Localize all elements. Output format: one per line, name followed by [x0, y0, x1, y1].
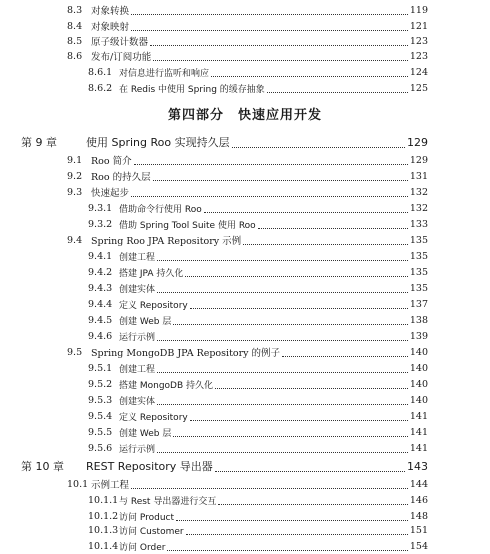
dot-leader [218, 503, 408, 505]
entry-title: 在 Redis 中使用 Spring 的缓存抽象 [119, 84, 265, 95]
dot-leader [211, 75, 408, 77]
toc-entry[interactable] [0, 248, 490, 264]
entry-title: 借助命令行使用 Roo [119, 204, 202, 215]
toc-entry[interactable] [0, 424, 490, 440]
dot-leader [150, 44, 408, 46]
entry-number: 8.5 [67, 35, 83, 47]
entry-title: 创建工程 [119, 252, 156, 263]
dot-leader [215, 387, 408, 389]
entry-page: 141 [409, 410, 428, 422]
toc-entry[interactable] [0, 2, 490, 18]
toc-entry[interactable] [0, 216, 490, 232]
dot-leader [157, 259, 408, 261]
toc-entry[interactable] [0, 376, 490, 392]
entry-number: 9.4 [67, 234, 83, 246]
entry-page: 124 [409, 66, 428, 78]
entry-page: 140 [409, 362, 428, 374]
entry-number: 9.5 [67, 346, 83, 358]
entry-title: 对象转换 [91, 6, 130, 17]
entry-number: 9.3.2 [88, 218, 113, 230]
toc-entry[interactable] [0, 312, 490, 328]
toc-entry[interactable] [0, 280, 490, 296]
entry-title: 创建 Web 层 [119, 316, 172, 327]
entry-title: 访问 Order [119, 542, 166, 553]
entry-title: 定义 Repository [119, 300, 188, 311]
entry-page: 140 [409, 346, 428, 358]
entry-number: 10.1.3 [88, 524, 119, 536]
entry-title: Spring MongoDB JPA Repository 的例子 [91, 348, 281, 359]
entry-title: Roo 的持久层 [91, 172, 151, 183]
entry-page: 129 [409, 154, 428, 166]
entry-page: 123 [409, 50, 428, 62]
dot-leader [258, 227, 408, 229]
entry-title: 创建实体 [119, 284, 156, 295]
toc-entry[interactable] [0, 152, 490, 168]
entry-page: 132 [409, 186, 428, 198]
dot-leader [204, 211, 408, 213]
entry-number: 9.4.2 [88, 266, 113, 278]
toc-entry[interactable] [0, 392, 490, 408]
entry-page: 131 [409, 170, 428, 182]
toc-entry[interactable] [0, 360, 490, 376]
entry-number: 10.1 [67, 478, 89, 490]
entry-number: 10.1.1 [88, 494, 119, 506]
entry-title: 访问 Product [119, 512, 175, 523]
entry-title: 对象映射 [91, 22, 130, 33]
entry-page: 138 [409, 314, 428, 326]
entry-number: 8.4 [67, 20, 83, 32]
entry-title: 发布/订阅功能 [91, 52, 152, 63]
entry-page: 141 [409, 442, 428, 454]
dot-leader [243, 243, 408, 245]
entry-page: 141 [409, 426, 428, 438]
entry-title: 访问 Customer [119, 526, 184, 537]
toc-entry[interactable] [0, 458, 490, 474]
entry-page: 133 [409, 218, 428, 230]
entry-page: 135 [409, 250, 428, 262]
dot-leader [157, 339, 408, 341]
entry-number: 9.5.5 [88, 426, 113, 438]
dot-leader [215, 470, 405, 472]
toc-entry[interactable] [0, 232, 490, 248]
dot-leader [157, 451, 408, 453]
entry-page: 135 [409, 266, 428, 278]
entry-title: 创建 Web 层 [119, 428, 172, 439]
entry-title: Roo 简介 [91, 156, 132, 167]
entry-title: 创建实体 [119, 396, 156, 407]
part-title: 第四部分 快速应用开发 [167, 108, 322, 123]
toc-entry[interactable] [0, 33, 490, 49]
entry-page: 143 [407, 459, 428, 473]
toc-entry[interactable] [0, 264, 490, 280]
entry-title: REST Repository 导出器 [86, 460, 213, 473]
toc-entry[interactable] [0, 328, 490, 344]
toc-entry[interactable] [0, 538, 490, 554]
entry-number: 9.4.6 [88, 330, 113, 342]
dot-leader [232, 146, 405, 148]
entry-title: 运行示例 [119, 332, 156, 343]
entry-number: 9.1 [67, 154, 83, 166]
dot-leader [131, 487, 408, 489]
entry-page: 154 [409, 540, 428, 552]
dot-leader [153, 179, 408, 181]
entry-page: 135 [409, 234, 428, 246]
entry-number: 8.6.1 [88, 66, 113, 78]
entry-number: 9.5.1 [88, 362, 113, 374]
entry-page: 140 [409, 378, 428, 390]
entry-number: 10.1.2 [88, 510, 119, 522]
entry-number: 8.6.2 [88, 82, 113, 94]
dot-leader [176, 519, 408, 521]
entry-number: 10.1.4 [88, 540, 119, 552]
entry-page: 144 [409, 478, 428, 490]
toc-entry[interactable] [0, 134, 490, 150]
toc-entry[interactable] [0, 492, 490, 508]
toc-entry[interactable] [0, 80, 490, 96]
dot-leader [131, 29, 408, 31]
entry-title: 借助 Spring Tool Suite 使用 Roo [119, 220, 256, 231]
dot-leader [173, 323, 408, 325]
dot-leader [186, 533, 408, 535]
entry-page: 146 [409, 494, 428, 506]
entry-number: 第 9 章 [21, 136, 57, 149]
entry-number: 9.2 [67, 170, 83, 182]
toc-entry[interactable] [0, 440, 490, 456]
dot-leader [153, 59, 408, 61]
entry-page: 137 [409, 298, 428, 310]
dot-leader [282, 355, 408, 357]
entry-page: 129 [407, 135, 428, 149]
dot-leader [131, 13, 408, 15]
toc-entry[interactable] [0, 184, 490, 200]
toc-entry[interactable] [0, 296, 490, 312]
entry-title: 运行示例 [119, 444, 156, 455]
entry-number: 9.4.3 [88, 282, 113, 294]
dot-leader [134, 163, 408, 165]
entry-page: 151 [409, 524, 428, 536]
dot-leader [185, 275, 408, 277]
dot-leader [190, 307, 408, 309]
entry-title: Spring Roo JPA Repository 示例 [91, 236, 242, 247]
toc-entry[interactable] [0, 48, 490, 64]
toc-entry[interactable] [0, 344, 490, 360]
entry-number: 9.5.3 [88, 394, 113, 406]
entry-title: 示例工程 [91, 480, 130, 491]
entry-title: 搭建 JPA 持久化 [119, 268, 184, 279]
dot-leader [131, 195, 408, 197]
dot-leader [157, 291, 408, 293]
entry-title: 创建工程 [119, 364, 156, 375]
entry-number: 8.3 [67, 4, 83, 16]
entry-number: 9.4.5 [88, 314, 113, 326]
entry-title: 对信息进行监听和响应 [119, 68, 210, 79]
entry-title: 与 Rest 导出器进行交互 [119, 496, 217, 507]
entry-number: 9.5.2 [88, 378, 113, 390]
entry-title: 快速起步 [91, 188, 130, 199]
entry-page: 148 [409, 510, 428, 522]
entry-title: 原子级计数器 [91, 37, 149, 48]
dot-leader [190, 419, 408, 421]
entry-page: 132 [409, 202, 428, 214]
toc-entry[interactable] [0, 64, 490, 80]
entry-title: 定义 Repository [119, 412, 188, 423]
entry-number: 第 10 章 [21, 460, 64, 473]
entry-title: 搭建 MongoDB 持久化 [119, 380, 214, 391]
entry-page: 119 [409, 4, 428, 16]
entry-number: 9.5.4 [88, 410, 113, 422]
entry-page: 121 [409, 20, 428, 32]
dot-leader [157, 403, 408, 405]
entry-number: 9.4.1 [88, 250, 113, 262]
entry-number: 9.3 [67, 186, 83, 198]
dot-leader [173, 435, 408, 437]
entry-number: 9.4.4 [88, 298, 113, 310]
toc-entry[interactable] [0, 200, 490, 216]
entry-title: 使用 Spring Roo 实现持久层 [86, 136, 230, 149]
toc-entry[interactable] [0, 476, 490, 492]
toc-entry[interactable] [0, 168, 490, 184]
entry-page: 125 [409, 82, 428, 94]
entry-page: 140 [409, 394, 428, 406]
entry-page: 139 [409, 330, 428, 342]
toc-entry[interactable] [0, 408, 490, 424]
entry-page: 135 [409, 282, 428, 294]
toc-entry[interactable] [0, 522, 490, 538]
entry-number: 9.3.1 [88, 202, 113, 214]
dot-leader [267, 91, 408, 93]
dot-leader [157, 371, 408, 373]
entry-page: 123 [409, 35, 428, 47]
entry-number: 9.5.6 [88, 442, 113, 454]
dot-leader [167, 549, 408, 551]
entry-number: 8.6 [67, 50, 83, 62]
toc-entry[interactable] [0, 18, 490, 34]
